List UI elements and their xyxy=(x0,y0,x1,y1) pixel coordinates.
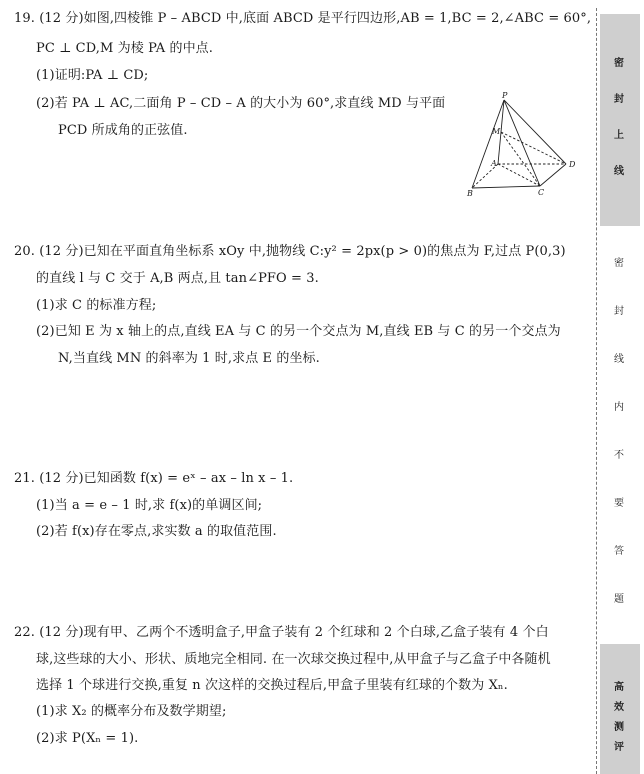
side-char: 线 xyxy=(614,354,624,365)
problem-20-part-2-cont: N,当直线 MN 的斜率为 1 时,求点 E 的坐标. xyxy=(58,351,320,366)
segment-MD xyxy=(501,132,566,164)
problem-20-stem-cont: 的直线 l 与 C 交于 A,B 两点,且 tan∠PFO = 3. xyxy=(36,271,319,286)
problem-22-part-2: (2)求 P(Xₙ = 1). xyxy=(36,731,139,746)
side-char: 不 xyxy=(614,450,624,461)
side-char: 线 xyxy=(614,166,624,177)
problem-20-part-1: (1)求 C 的标准方程; xyxy=(36,298,157,313)
label-M: M xyxy=(492,127,501,136)
side-char: 封 xyxy=(614,306,624,317)
problem-21-part-2: (2)若 f(x)存在零点,求实数 a 的取值范围. xyxy=(36,524,277,539)
side-char: 密 xyxy=(614,58,624,69)
side-char: 密 xyxy=(614,258,624,269)
binding-dashed-line xyxy=(596,8,597,774)
side-char: 答 xyxy=(614,546,624,557)
problem-22-part-1: (1)求 X₂ 的概率分布及数学期望; xyxy=(36,704,227,719)
edge-AC xyxy=(498,164,540,186)
edge-CD xyxy=(540,164,566,186)
side-char: 效 xyxy=(614,702,624,713)
side-char: 内 xyxy=(614,402,624,413)
problem-22-stem-cont-2: 选择 1 个球进行交换,重复 n 次这样的交换过程后,甲盒子里装有红球的个数为 Xₙ. xyxy=(36,678,508,693)
problem-19-stem: 19. (12 分)如图,四棱锥 P – ABCD 中,底面 ABCD 是平行四边形,AB = 1,BC = 2,∠ABC = 60°, xyxy=(14,11,592,26)
problem-22-stem-cont-1: 球,这些球的大小、形状、质地完全相同. 在一次球交换过程中,从甲盒子与乙盒子中各随机 xyxy=(36,652,551,667)
label-A: A xyxy=(491,159,497,168)
side-char: 测 xyxy=(614,722,624,733)
side-char: 题 xyxy=(614,594,624,605)
side-strip-middle xyxy=(600,226,640,644)
problem-19-part-2-cont: PCD 所成角的正弦值. xyxy=(58,123,188,138)
side-char: 高 xyxy=(614,682,624,693)
edge-BC xyxy=(472,186,540,188)
label-D: D xyxy=(569,160,576,169)
problem-19-part-1: (1)证明:PA ⊥ CD; xyxy=(36,68,149,83)
pyramid-figure xyxy=(462,92,592,202)
side-char: 评 xyxy=(614,742,624,753)
problem-21-part-1: (1)当 a = e – 1 时,求 f(x)的单调区间; xyxy=(36,498,263,513)
side-char: 封 xyxy=(614,94,624,105)
problem-19-part-2: (2)若 PA ⊥ AC,二面角 P – CD – A 的大小为 60°,求直线 MD 与平面 xyxy=(36,96,446,111)
side-char: 上 xyxy=(614,130,624,141)
problem-19-stem-cont: PC ⊥ CD,M 为棱 PA 的中点. xyxy=(36,41,214,56)
label-C: C xyxy=(538,188,545,197)
edge-PD xyxy=(504,100,566,164)
problem-22-stem: 22. (12 分)现有甲、乙两个不透明盒子,甲盒子装有 2 个红球和 2 个白球,乙盒子装有 4 个白 xyxy=(14,625,549,640)
side-char: 要 xyxy=(614,498,624,509)
label-B: B xyxy=(467,189,473,198)
edge-PB xyxy=(472,100,504,188)
label-P: P xyxy=(502,92,508,100)
problem-21-stem: 21. (12 分)已知函数 f(x) = eˣ – ax – ln x – 1. xyxy=(14,471,294,486)
problem-20-stem: 20. (12 分)已知在平面直角坐标系 xOy 中,抛物线 C:y² = 2px(p > 0)的焦点为 F,过点 P(0,3) xyxy=(14,244,566,259)
problem-20-part-2: (2)已知 E 为 x 轴上的点,直线 EA 与 C 的另一个交点为 M,直线 EB 与 C 的另一个交点为 xyxy=(36,324,561,339)
side-strip-top xyxy=(600,14,640,226)
